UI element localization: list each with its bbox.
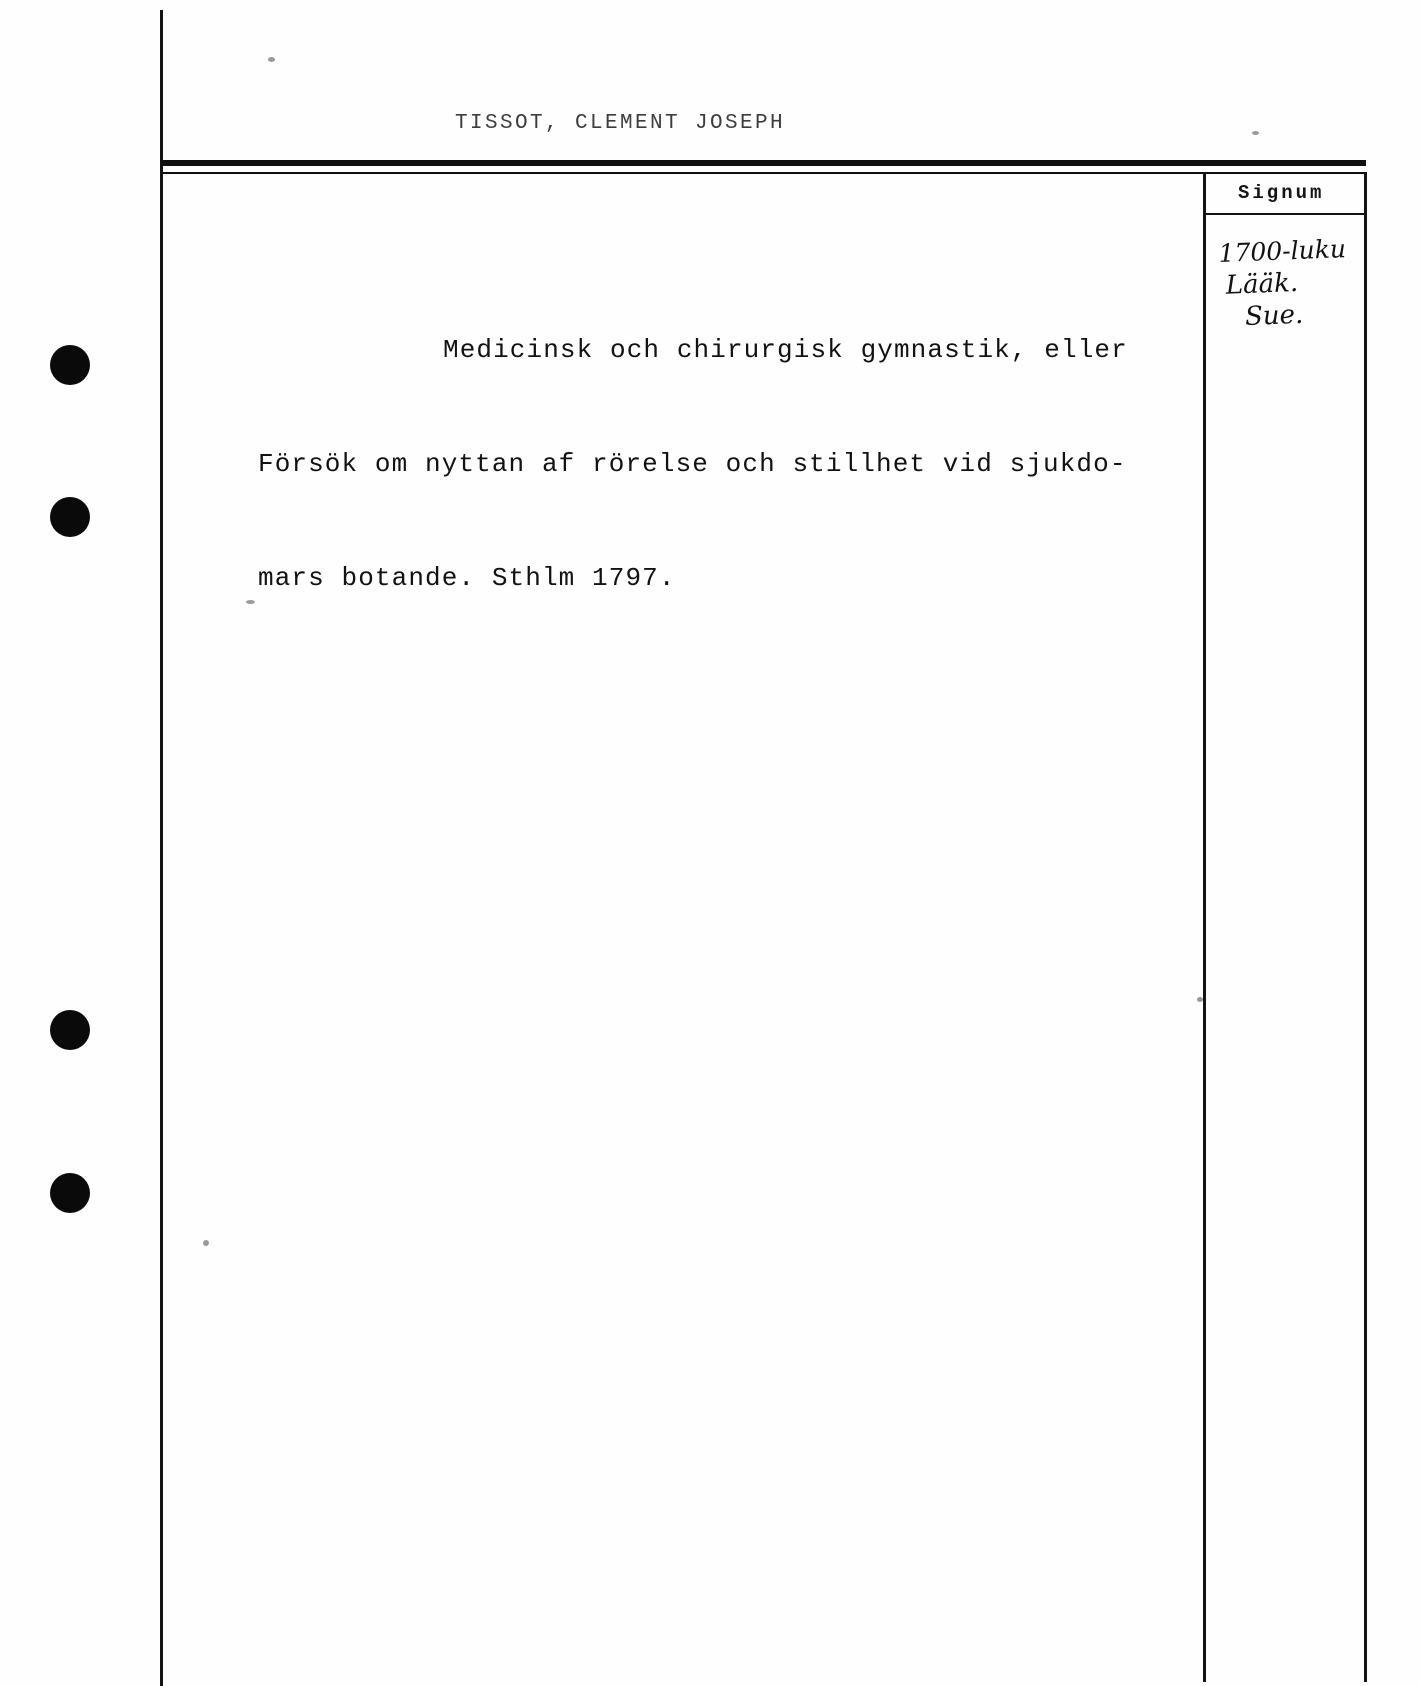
scan-speck — [268, 57, 275, 62]
punch-hole — [50, 345, 90, 385]
entry-line-1: Medicinsk och chirurgisk gymnastik, eller — [443, 335, 1128, 365]
entry-line-3: mars botande. Sthlm 1797. — [258, 563, 676, 593]
punch-hole — [50, 1173, 90, 1213]
punch-hole — [50, 497, 90, 537]
entry-line-2: Försök om nyttan af rörelse och stillhet vid sjukdo- — [258, 449, 1127, 479]
header-rule-thin — [163, 172, 1366, 174]
card-left-border — [160, 10, 163, 1686]
scan-speck — [203, 1240, 209, 1246]
card-right-border — [1364, 172, 1367, 1682]
signum-annotation-line-3: Sue. — [1244, 299, 1304, 333]
signum-handwritten-annotation — [1218, 232, 1372, 334]
scan-speck — [1252, 131, 1259, 135]
scan-speck — [1197, 997, 1203, 1002]
signum-column-header: Signum — [1238, 182, 1325, 204]
signum-column-divider — [1203, 172, 1206, 1682]
scan-speck — [246, 600, 255, 604]
signum-annotation-line-2: Lääk. — [1225, 267, 1299, 301]
punch-hole — [50, 1010, 90, 1050]
catalogue-entry-text — [258, 255, 1198, 673]
author-heading: TISSOT, CLEMENT JOSEPH — [455, 112, 786, 135]
signum-header-underline — [1203, 213, 1367, 215]
header-rule-thick — [163, 160, 1366, 166]
signum-annotation-line-1: 1700-luku — [1218, 234, 1347, 268]
